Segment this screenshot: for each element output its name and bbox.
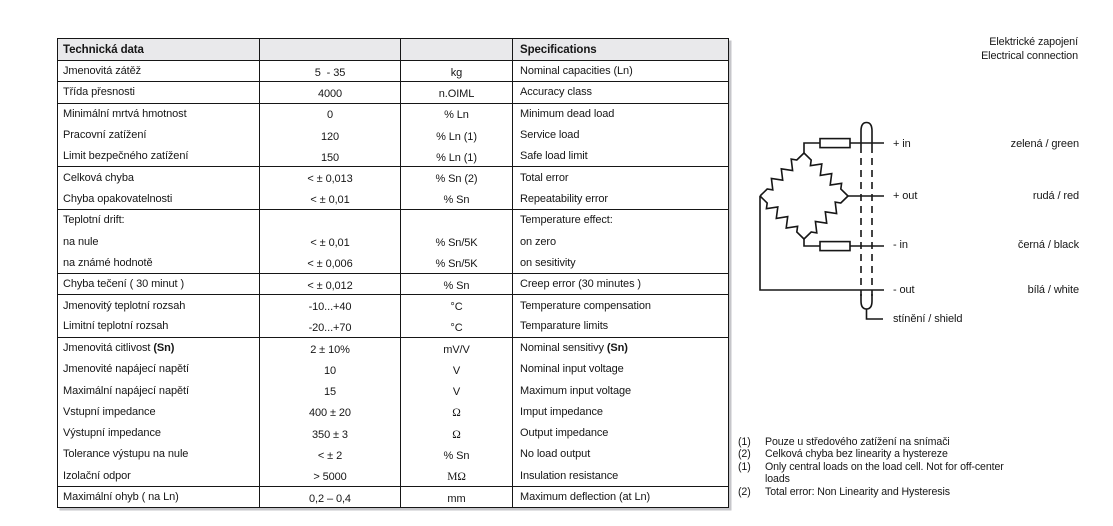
cell-czech-label: na nule bbox=[58, 231, 260, 252]
cell-english-label: Nominal capacities (Ln) bbox=[513, 61, 729, 82]
cell-unit: MΩ bbox=[401, 465, 513, 486]
table-row bbox=[58, 273, 729, 294]
cell-value: < ± 0,013 bbox=[260, 167, 401, 188]
wire-color-label: černá / black bbox=[1017, 239, 1079, 251]
cell-czech-label: Vstupní impedance bbox=[58, 401, 260, 422]
table-row bbox=[58, 444, 729, 465]
cell-value: 4000 bbox=[260, 82, 401, 103]
table-row bbox=[58, 316, 729, 337]
cell-value: 0,2 – 0,4 bbox=[260, 486, 401, 507]
table-header-value-empty bbox=[260, 39, 401, 61]
cell-unit: % Sn/5K bbox=[401, 252, 513, 273]
cell-unit: Ω bbox=[401, 423, 513, 444]
table-row bbox=[58, 337, 729, 358]
cell-value: < ± 0,012 bbox=[260, 273, 401, 294]
cell-czech-label: Jmenovitá citlivost (Sn) bbox=[58, 337, 260, 358]
table-row bbox=[58, 465, 729, 486]
table-row bbox=[58, 486, 729, 507]
footnote-number bbox=[738, 473, 765, 485]
cell-value: 15 bbox=[260, 380, 401, 401]
table-row bbox=[58, 359, 729, 380]
table-row bbox=[58, 380, 729, 401]
footnote-number: (1) bbox=[738, 460, 751, 473]
cell-english-label: Minimum dead load bbox=[520, 107, 615, 120]
footnote-row bbox=[738, 436, 1004, 448]
cell-english-label: Temperature compensation bbox=[520, 299, 651, 312]
table-row bbox=[58, 252, 729, 273]
wire-label: + in bbox=[893, 138, 911, 150]
bridge-resistor bbox=[760, 196, 804, 239]
cell-unit: % Sn bbox=[401, 188, 513, 209]
cell-english-label: Total error bbox=[520, 171, 569, 184]
cell-czech-label: Jmenovitá zátěž bbox=[58, 61, 260, 82]
cell-unit: % Sn bbox=[401, 273, 513, 294]
cell-czech-label: Tolerance výstupu na nule bbox=[58, 444, 260, 465]
cell-value: > 5000 bbox=[260, 465, 401, 486]
cell-value: < ± 0,01 bbox=[260, 231, 401, 252]
cell-unit: kg bbox=[401, 61, 513, 82]
diagram-title-czech: Elektrické zapojení bbox=[989, 36, 1078, 48]
cell-unit bbox=[401, 210, 513, 231]
cell-czech-label: Pracovní zatížení bbox=[58, 124, 260, 145]
footnote-number: (1) bbox=[738, 436, 751, 448]
wire-color-label: zelená / green bbox=[1010, 138, 1079, 150]
cell-english-label: Repeatability error bbox=[513, 188, 729, 209]
compensation-resistor-top bbox=[820, 139, 850, 148]
cell-english-label: Insulation resistance bbox=[513, 465, 729, 486]
table-row bbox=[58, 103, 729, 124]
cell-english-label: Accuracy class bbox=[513, 82, 729, 103]
table-title-czech: Technická data bbox=[58, 39, 260, 61]
cell-english-label: Maximum deflection (at Ln) bbox=[520, 491, 651, 504]
table-row bbox=[58, 423, 729, 444]
cell-czech-label: Minimální mrtvá hmotnost bbox=[58, 103, 260, 124]
cell-unit: °C bbox=[401, 295, 513, 316]
cell-value bbox=[260, 210, 401, 231]
footnote-text: loads bbox=[765, 473, 790, 486]
cell-value: 0 bbox=[260, 103, 401, 124]
cell-value: 120 bbox=[260, 124, 401, 145]
cell-value: 10 bbox=[260, 359, 401, 380]
wire-label: - in bbox=[893, 239, 908, 251]
cable-entry-arch bbox=[861, 123, 872, 147]
compensation-resistor-bottom bbox=[820, 242, 850, 251]
table-title-english: Specifications bbox=[513, 39, 729, 61]
minus-out-wire bbox=[760, 196, 884, 290]
cell-czech-label: Třída přesnosti bbox=[58, 82, 260, 103]
cell-value: < ± 2 bbox=[260, 444, 401, 465]
footnote-row bbox=[738, 461, 1004, 473]
cell-czech-label: Limit bezpečného zatížení bbox=[58, 146, 260, 167]
wire-color-label: bílá / white bbox=[1027, 284, 1079, 296]
cable-exit-loop bbox=[861, 294, 872, 309]
diagram-title bbox=[981, 36, 1078, 63]
table-row bbox=[58, 188, 729, 209]
cell-unit: °C bbox=[401, 316, 513, 337]
wire-row bbox=[893, 283, 1079, 297]
table-row bbox=[58, 401, 729, 422]
cell-unit: mV/V bbox=[401, 337, 513, 358]
cell-unit: % Sn bbox=[401, 444, 513, 465]
cell-english-label: Output impedance bbox=[520, 427, 609, 440]
cell-value: < ± 0,01 bbox=[260, 188, 401, 209]
cell-english-label: on zero bbox=[520, 235, 556, 248]
cell-unit: % Sn/5K bbox=[401, 231, 513, 252]
bridge-resistor bbox=[760, 153, 804, 196]
cell-english-label: Nominal sensitivy (Sn) bbox=[520, 342, 628, 355]
cell-value: -20...+70 bbox=[260, 316, 401, 337]
cell-english-label: No load output bbox=[520, 448, 591, 461]
wire-row bbox=[893, 312, 1079, 326]
footnotes bbox=[738, 436, 1004, 498]
cell-unit: V bbox=[401, 380, 513, 401]
table-row bbox=[58, 231, 729, 252]
cell-english-label: Service load bbox=[520, 129, 580, 142]
footnote-number: (2) bbox=[738, 448, 751, 461]
footnote-row bbox=[738, 448, 1004, 460]
cell-czech-label: Jmenovité napájecí napětí bbox=[58, 359, 260, 380]
table-row bbox=[58, 295, 729, 316]
cell-unit: n.OIML bbox=[401, 82, 513, 103]
cell-english-label: Temparature limits bbox=[513, 316, 729, 337]
cell-english-label: Maximum input voltage bbox=[520, 384, 632, 397]
plus-in-wire bbox=[804, 143, 884, 153]
cell-czech-label: Výstupní impedance bbox=[58, 423, 260, 444]
table-row bbox=[58, 82, 729, 103]
cell-unit: % Ln (1) bbox=[401, 146, 513, 167]
cell-english-label: Safe load limit bbox=[513, 146, 729, 167]
spec-table bbox=[57, 38, 729, 508]
cell-czech-label: Jmenovitý teplotní rozsah bbox=[58, 295, 260, 316]
footnote-text: Pouze u středového zatížení na snímači bbox=[765, 436, 950, 448]
cell-value: -10...+40 bbox=[260, 295, 401, 316]
table-row bbox=[58, 146, 729, 167]
bridge-resistor bbox=[804, 153, 848, 196]
cell-czech-label: Chyba tečení ( 30 minut ) bbox=[58, 273, 260, 294]
table-row bbox=[58, 61, 729, 82]
cell-value: < ± 0,006 bbox=[260, 252, 401, 273]
cell-unit: % Sn (2) bbox=[401, 167, 513, 188]
cell-value: 2 ± 10% bbox=[260, 337, 401, 358]
wire-label: stínění / shield bbox=[893, 313, 963, 325]
cell-czech-label: Limitní teplotní rozsah bbox=[58, 316, 260, 337]
wire-label: - out bbox=[893, 284, 915, 296]
cell-value: 400 ± 20 bbox=[260, 401, 401, 422]
cell-czech-label: Maximální napájecí napětí bbox=[58, 380, 260, 401]
shield-wire bbox=[867, 309, 884, 319]
cell-english-label: Nominal input voltage bbox=[520, 363, 624, 376]
cell-value: 350 ± 3 bbox=[260, 423, 401, 444]
cell-czech-label: na známé hodnotě bbox=[58, 252, 260, 273]
wire-row bbox=[893, 238, 1079, 252]
cell-czech-label: Teplotní drift: bbox=[58, 210, 260, 231]
diagram-title-english: Electrical connection bbox=[981, 49, 1078, 62]
cell-czech-label: Izolační odpor bbox=[58, 465, 260, 486]
cell-unit: % Ln bbox=[401, 103, 513, 124]
cell-value: 150 bbox=[260, 146, 401, 167]
cell-english-label: Imput impedance bbox=[520, 405, 603, 418]
table-row bbox=[58, 124, 729, 145]
footnote-number: (2) bbox=[738, 485, 751, 498]
table-row bbox=[58, 167, 729, 188]
table-header-unit-empty bbox=[401, 39, 513, 61]
wire-row bbox=[893, 137, 1079, 151]
cell-english-label: Creep error (30 minutes ) bbox=[513, 273, 729, 294]
cell-unit: % Ln (1) bbox=[401, 124, 513, 145]
cell-czech-label: Celková chyba bbox=[58, 167, 260, 188]
wire-color-label: rudá / red bbox=[1032, 190, 1079, 202]
footnote-row bbox=[738, 473, 1004, 485]
bridge-resistors bbox=[760, 153, 848, 239]
wire-row bbox=[893, 189, 1079, 203]
minus-in-wire bbox=[804, 239, 884, 246]
cell-unit: Ω bbox=[401, 401, 513, 422]
cell-unit: mm bbox=[401, 486, 513, 507]
table-header-row bbox=[58, 39, 729, 61]
wire-label: + out bbox=[893, 190, 918, 202]
footnote-text: Only central loads on the load cell. Not for off-center bbox=[765, 460, 1004, 473]
footnote-text: Celková chyba bez linearity a hystereze bbox=[765, 448, 948, 461]
footnote-row bbox=[738, 486, 1004, 498]
cell-value: 5 - 35 bbox=[260, 61, 401, 82]
table-row bbox=[58, 210, 729, 231]
cell-english-label: on sesitivity bbox=[513, 252, 729, 273]
cell-czech-label: Chyba opakovatelnosti bbox=[58, 188, 260, 209]
cell-czech-label: Maximální ohyb ( na Ln) bbox=[58, 486, 260, 507]
footnote-text: Total error: Non Linearity and Hysteresis bbox=[765, 485, 950, 498]
cell-unit: V bbox=[401, 359, 513, 380]
cell-english-label: Temperature effect: bbox=[520, 214, 613, 227]
bridge-resistor bbox=[804, 196, 848, 239]
